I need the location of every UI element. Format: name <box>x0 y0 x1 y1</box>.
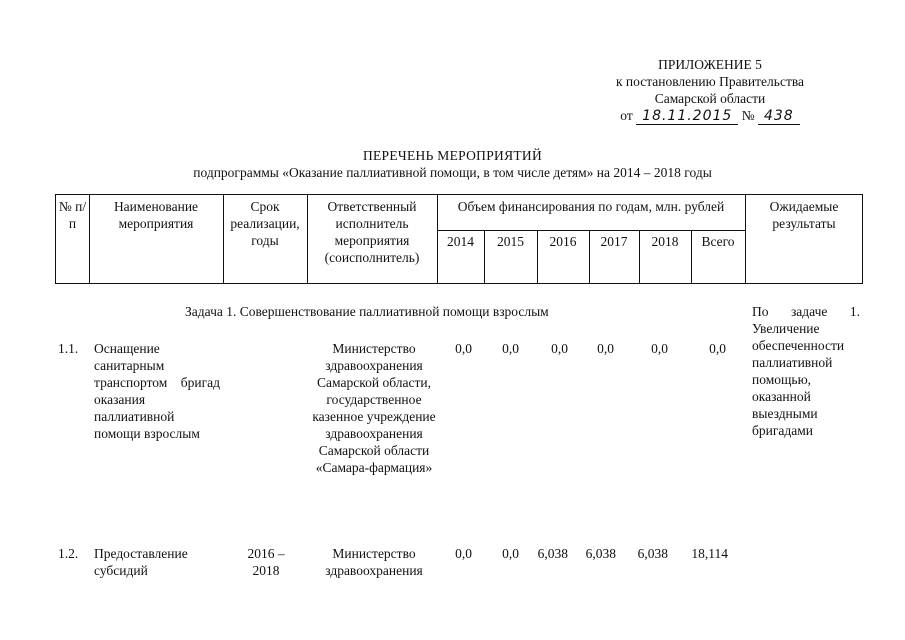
header-term: Срок реализации, годы <box>230 199 300 248</box>
row-value-2016: 6,038 <box>537 546 568 561</box>
row-value-2015: 0,0 <box>502 341 519 356</box>
appendix-block <box>590 56 830 125</box>
row-value-2016: 0,0 <box>551 341 568 356</box>
appendix-date-line <box>590 107 830 125</box>
task-title: Задача 1. Совершенствование паллиативной помощи взрослым <box>185 304 549 319</box>
row-value-2018: 6,038 <box>637 546 668 561</box>
row-value-2018: 0,0 <box>651 341 668 356</box>
row-term: 2016 – 2018 <box>247 546 285 578</box>
row-value-2017: 6,038 <box>585 546 616 561</box>
header-year-2017: 2017 <box>600 234 628 249</box>
row-number: 1.1. <box>58 341 79 356</box>
title-main: ПЕРЕЧЕНЬ МЕРОПРИЯТИЙ <box>362 148 543 163</box>
row-executor: Министерство здравоохранения Самарской области, государственное казенное учреждение здравоохранения Самарской области «Самара-фармация» <box>312 341 436 475</box>
task-result: По задаче 1. Увеличение обеспеченности паллиативной помощью, оказанной выездными бригадами <box>752 304 860 438</box>
table-header <box>55 194 863 284</box>
row-executor: Министерство здравоохранения <box>325 546 423 578</box>
row-value-total: 18,114 <box>691 546 728 561</box>
decree-date: 18.11.2015 <box>636 108 738 125</box>
header-year-2015: 2015 <box>497 234 524 249</box>
appendix-decree: к постановлению Правительства <box>615 74 805 89</box>
header-year-2018: 2018 <box>651 234 679 249</box>
row-value-2014: 0,0 <box>455 341 472 356</box>
row-name: Предоставление субсидий <box>94 546 188 578</box>
header-total: Всего <box>701 234 735 249</box>
col-divider <box>307 195 308 283</box>
row-value-total: 0,0 <box>709 341 726 356</box>
appendix-title: ПРИЛОЖЕНИЕ 5 <box>658 57 762 72</box>
row-value-2017: 0,0 <box>597 341 614 356</box>
header-year-2014: 2014 <box>447 234 474 249</box>
row-name: Оснащение санитарным транспортом бригад оказания паллиативной помощи взрослым <box>94 341 220 441</box>
from-label: от <box>620 108 633 123</box>
row-value-2014: 0,0 <box>455 546 472 561</box>
row-value-2015: 0,0 <box>502 546 519 561</box>
header-funding: Объем финансирования по годам, млн. рублей <box>457 199 725 214</box>
title-sub: подпрограммы «Оказание паллиативной помощи, в том числе детям» на 2014 – 2018 годы <box>193 165 712 180</box>
document-title <box>0 147 905 181</box>
header-num: № п/п <box>58 199 87 231</box>
row-number: 1.2. <box>58 546 79 561</box>
appendix-region: Самарской области <box>654 91 766 106</box>
header-name: Наименование мероприятия <box>113 199 199 231</box>
header-results: Ожидаемые результаты <box>769 199 839 231</box>
header-year-2016: 2016 <box>549 234 577 249</box>
header-executor: Ответственный исполнитель мероприятия (соисполнитель) <box>324 199 420 265</box>
decree-number: 438 <box>758 108 800 125</box>
col-divider <box>745 195 746 283</box>
col-divider <box>89 195 90 283</box>
number-label: № <box>741 108 755 123</box>
